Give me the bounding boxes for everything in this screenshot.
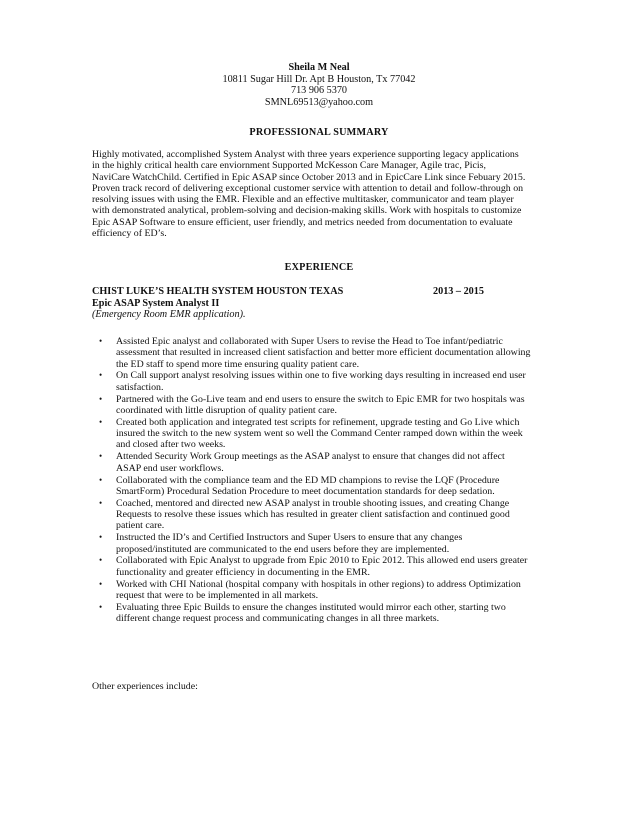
bullet-line: SmartForm) Procedural Sedation Procedure to meet documentation standards for deep sedation.: [116, 485, 495, 497]
bullet-dot-icon: •: [99, 451, 103, 462]
bullet-item: [92, 555, 562, 578]
summary-line: efficiency of ED’s.: [92, 228, 167, 240]
job-bullet-list: [92, 336, 562, 625]
job-entry: [92, 286, 552, 321]
bullet-line: ASAP end user workflows.: [116, 462, 224, 474]
experience-heading: EXPERIENCE: [284, 262, 354, 273]
job-header-row: [92, 286, 552, 298]
contact-header: [0, 62, 638, 108]
bullet-item: [92, 498, 562, 532]
bullet-line: Instructed the ID’s and Certified Instructors and Super Users to ensure that any changes: [116, 532, 463, 544]
bullet-line: Requests to resolve these issues which has resulted in greater client satisfaction and continued good: [116, 509, 510, 521]
bullet-line: assessment that resulted in increased client satisfaction and better more efficient documentation allowing: [116, 347, 531, 359]
summary-line: Proven track record of delivering exceptional customer service with attention to detail and follow-through on: [92, 182, 524, 194]
bullet-line: Worked with CHI National (hospital company with hospitals in other regions) to address Optimization: [116, 578, 521, 590]
bullet-line: On Call support analyst resolving issues within one to five working days resulting in increased end user: [116, 370, 526, 382]
bullet-line: request that were to be implemented in all markets.: [116, 589, 319, 601]
summary-line: resolving issues with using the EMR. Flexible and an effective multitasker, communicator and team player: [92, 194, 514, 206]
summary-heading: PROFESSIONAL SUMMARY: [249, 127, 389, 138]
bullet-line: coordinated with little disruption of quality patient care.: [116, 404, 338, 416]
bullet-dot-icon: •: [99, 474, 103, 485]
summary-line: with demonstrated analytical, problem-solving and decision-making skills. Work with hospitals to customize: [92, 205, 522, 217]
employer-name: CHIST LUKE’S HEALTH SYSTEM HOUSTON TEXAS: [92, 286, 344, 297]
bullet-line: Collaborated with the compliance team and the ED MD champions to revise the LQF (Procedure: [116, 474, 500, 486]
bullet-dot-icon: •: [99, 497, 103, 508]
job-department: (Emergency Room EMR application).: [92, 309, 246, 321]
email: SMNL69513@yahoo.com: [264, 96, 374, 108]
summary-line: Highly motivated, accomplished System Analyst with three years experience supporting legacy applications: [92, 149, 519, 160]
bullet-item: [92, 451, 562, 474]
summary-line: Epic ASAP Software to ensure efficient, user friendly, and metrics needed from documentation to evaluate: [92, 216, 513, 228]
bullet-line: Collaborated with Epic Analyst to upgrade from Epic 2010 to Epic 2012. This allowed end users greater: [116, 555, 528, 567]
bullet-item: [92, 370, 562, 393]
bullet-item: [92, 532, 562, 555]
bullet-line: Assisted Epic analyst and collaborated with Super Users to revise the Head to Toe infant/pediatric: [116, 336, 503, 347]
bullet-item: [92, 602, 562, 625]
applicant-name: Sheila M Neal: [288, 62, 350, 73]
bullet-line: functionality and greater efficiency in documenting in the EMR.: [116, 566, 371, 578]
bullet-item: [92, 394, 562, 417]
bullet-item: [92, 336, 562, 370]
bullet-line: Coached, mentored and directed new ASAP analyst in trouble shooting issues, and creating Change: [116, 497, 510, 509]
bullet-line: insured the switch to the new system went so well the Command Center ramped down within the week: [116, 428, 523, 440]
bullet-dot-icon: •: [99, 370, 103, 381]
bullet-line: the ED staff to spend more time ensuring quality patient care.: [116, 358, 360, 370]
bullet-line: Evaluating three Epic Builds to ensure the changes instituted would mirror each other, starting two: [116, 601, 506, 613]
summary-line: NaviCare WatchChild. Certified in Epic ASAP since October 2013 and in EpicCare Link since Febuary 2015.: [92, 171, 526, 183]
bullet-dot-icon: •: [99, 416, 103, 427]
bullet-line: satisfaction.: [116, 381, 164, 393]
bullet-line: Attended Security Work Group meetings as the ASAP analyst to ensure that changes did not affect: [116, 451, 505, 463]
bullet-line: patient care.: [116, 520, 165, 532]
phone: 713 906 5370: [290, 85, 348, 97]
bullet-dot-icon: •: [99, 393, 103, 404]
bullet-dot-icon: •: [99, 555, 103, 566]
bullet-dot-icon: •: [99, 578, 103, 589]
bullet-line: different change request process and communicating changes in all three markets.: [116, 613, 440, 625]
job-title: Epic ASAP System Analyst II: [92, 297, 220, 309]
bullet-line: proposed/instituted are communicated to the end users before they are implemented.: [116, 543, 450, 555]
bullet-dot-icon: •: [99, 601, 103, 612]
job-dates: 2013 – 2015: [433, 286, 484, 297]
bullet-dot-icon: •: [99, 532, 103, 543]
bullet-line: Created both application and integrated test scripts for refinement, upgrade testing and Go Live which: [116, 416, 520, 428]
bullet-item: [92, 475, 562, 498]
other-experiences-label: Other experiences include:: [92, 681, 198, 692]
bullet-line: Partnered with the Go-Live team and end users to ensure the switch to Epic EMR for two hospitals was: [116, 393, 525, 405]
bullet-item: [92, 579, 562, 602]
summary-line: in the highly critical health care enviornment Supported McKesson Care Manager, Agile trac, Picis,: [92, 160, 486, 172]
bullet-dot-icon: •: [99, 336, 103, 346]
bullet-line: and closed after two weeks.: [116, 439, 226, 451]
address: 10811 Sugar Hill Dr. Apt B Houston, Tx 77042: [222, 73, 416, 85]
bullet-item: [92, 417, 562, 451]
summary-paragraph: [92, 149, 548, 239]
